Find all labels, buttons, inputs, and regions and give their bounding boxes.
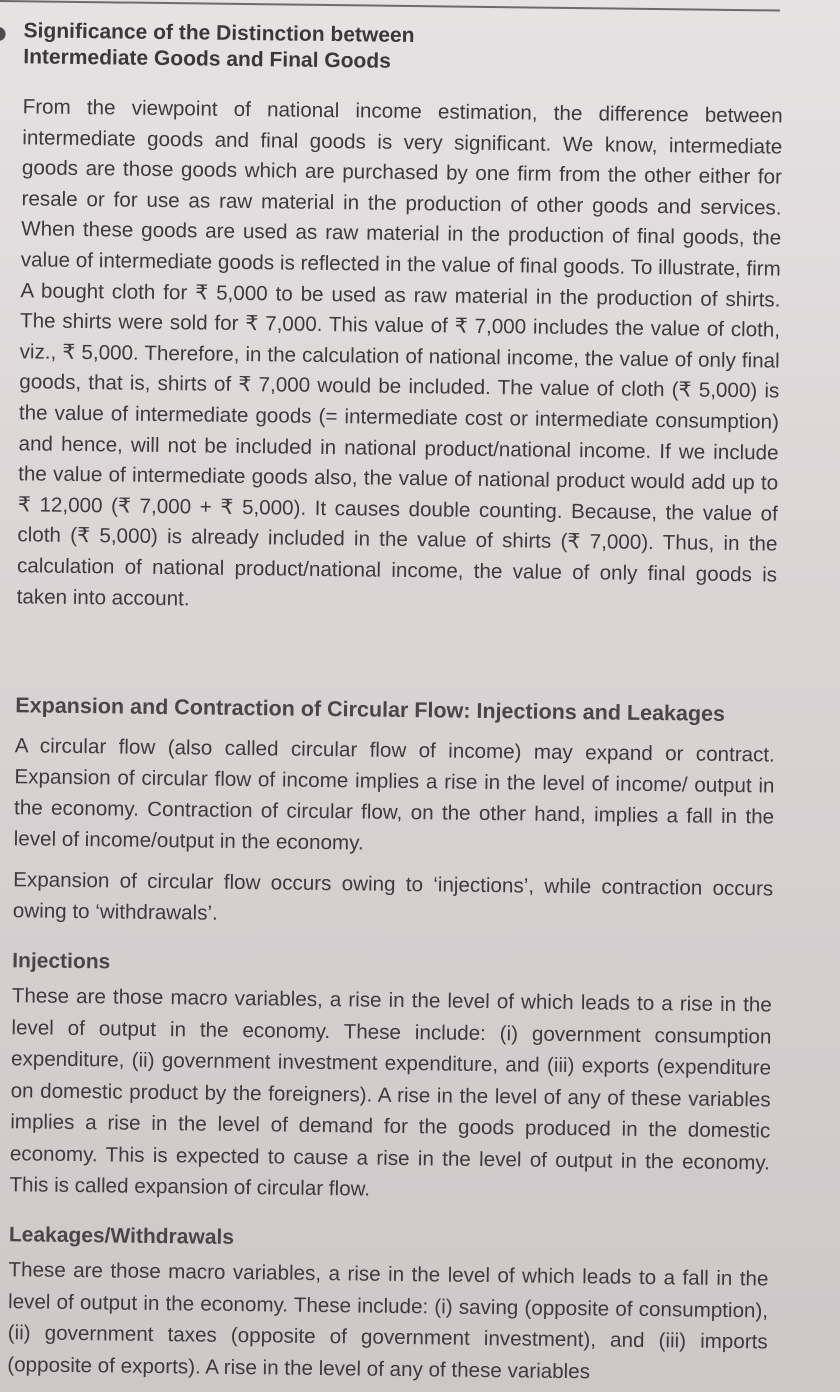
paragraph-leakages: These are those macro variables, a rise in the level of which leads to a fall in the level of output in the economy. These include: (i) saving (opposite of consumption), (ii) government taxes (opposite of government investment), and (iii) imports (opposite of exports). A rise in the level of any of these variables xyxy=(7,1258,769,1383)
paragraph-injections: These are those macro variables, a rise in the level of which leads to a rise in the level of output in the economy. These include: (i) government consumption expenditure, (ii) government investment expenditure, and (iii) exports (expenditure on domestic product by the foreigners). A rise in the level of any of these variables implies a rise in the level of demand for the goods produced in the domestic economy. This is expected to cause a rise in the level of output in the economy. This is called expansion of circular flow. xyxy=(9,984,772,1201)
section-heading-circular-flow: Expansion and Contraction of Circular Flow: Injections and Leakages xyxy=(15,693,726,726)
top-divider xyxy=(0,0,780,12)
paragraph-distinction-significance: From the viewpoint of national income estimation, the difference between intermediate goods and final goods is very significant. We know, intermediate goods are those goods which are purchased by one firm from the other either for resale or for use as raw material in the production of other goods and services. When these goods are used as raw material in the production of final goods, the value of intermediate goods is reflected in the value of final goods. To illustrate, firm A bought cloth for ₹ 5,000 to be used as raw material in the production of shirts. The shirts were sold for ₹ 7,000. This value of ₹ 7,000 includes the value of cloth, viz., ₹ 5,000. Therefore, in the calculation of national income, the value of only final goods, that is, shirts of ₹ 7,000 would be included. The value of cloth (₹ 5,000) is the value of intermediate goods (= intermediate cost or intermediate consumption) and hence, will not be included in national product/national income. If we include the value of intermediate goods also, the value of national product would add up to ₹ 12,000 (₹ 7,000 + ₹ 5,000). It causes double counting. Because, the value of cloth (₹ 5,000) is already included in the value of shirts (₹ 7,000). Thus, in the calculation of national product/national income, the value of only final goods is taken into account. xyxy=(16,95,783,610)
paragraph-expansion-contraction: Expansion of circular flow occurs owing to ‘injections’, while contraction occurs owing to ‘withdrawals’. xyxy=(12,868,774,925)
subheading-injections: Injections xyxy=(12,949,111,974)
subheading-leakages: Leakages/Withdrawals xyxy=(8,1223,235,1249)
paragraph-circular-flow-intro: A circular flow (also called circular flow of income) may expand or contract. Expansion of circular flow of income implies a rise in the level of income/ output in the economy. Contraction of circular flow, on the other hand, implies a fall in the level of income/output in the economy. xyxy=(13,734,775,855)
section-bullet-marker xyxy=(0,27,6,41)
section-heading-intermediate-final-goods: Significance of the Distinction between Intermediate Goods and Final Goods xyxy=(23,19,415,73)
